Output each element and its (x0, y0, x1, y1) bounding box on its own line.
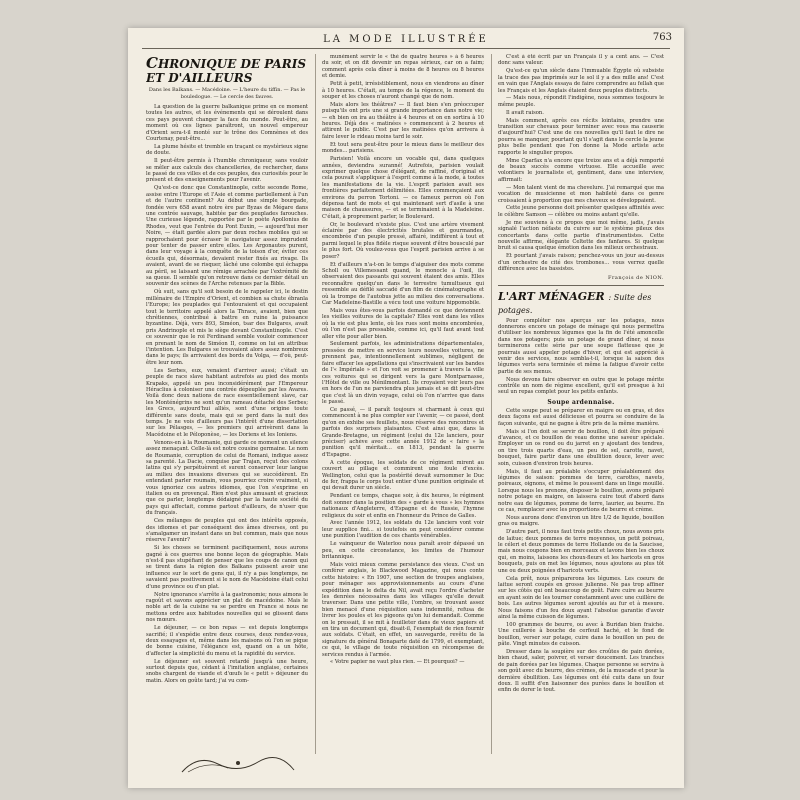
art-menager-intro (498, 318, 664, 396)
paragraph: Et tout sera peut-être pour le mieux dans le meilleur des mondes... parisiens. (322, 141, 484, 155)
recipe-text (498, 408, 664, 694)
paragraph: La plume hésite et tremble en traçant ce mystérieux signe de doute. (146, 143, 308, 157)
page-number: 763 (652, 32, 672, 43)
paragraph: Pendant ce temps, chaque soir, à dix heures, le régiment doit sonner dans la position des « garde à vous » les hymnes nationaux d'Angleterre, d'Espagne et de Russie, l'hymne religieux du soir et enfin en l'honneur du Prince de Galles. (322, 493, 484, 519)
author-signature: François de NION. (608, 274, 664, 281)
paragraph: munément servir le « thé de quatre heures » à 6 heures du soir, et on dit devenir un repas sérieux, car on a faim; comment après cela dîner à moins de 8 heures ou 8 heures et demie. (322, 54, 484, 80)
art-menager-heading: L'ART MÉNAGER (498, 289, 605, 303)
paragraph: — Mon talent vient de ma chevelure. J'ai remarqué que ma vocation de musicienne et mon habileté dans ce genre croissaient à proportion que mes cheveux se développaient. (498, 184, 664, 204)
chronique-text-col3 (498, 54, 664, 273)
decorative-ornament (178, 750, 298, 776)
paragraph: Or, le boulevard n'existe plus. C'est une artère vivement éclairée par des électricités brutales et gourmandes, encombrée d'un peuple pressé, affairé, indifférent à tout et parmi lequel le plus fidèle risque souvent d'être bousculé par le plus fort. Où voulez-vous que l'esprit parisien arrive à se poser? (322, 221, 484, 260)
newspaper-page (128, 28, 684, 788)
header-rule (142, 48, 670, 49)
paragraph: Avec l'année 1912, les soldats du 12e lanciers vont voir leur supplice fini... si toutefois on peut considérer comme une punition l'audition de ces chants vénérables. (322, 520, 484, 540)
paragraph: Mais si l'on doit se servir de bouillon, il doit être préparé d'avance, et ce bouillon de veau donne une saveur spéciale. Employer un os rond ou du jarret en y ajoutant des tendres, on tire trois quarts d'eau, un peu de sel, carotte, navet, bouquet, faire partir dans une ébullition douce, lever avec soin, cuisson d'environ trois heures. (498, 428, 664, 467)
paragraph: Et d'ailleurs n'a-t-on le temps d'aiguiser des mots comme Scholl ou Villemessant quand, le monocle à l'œil, ils observaient des passants qui souvent étaient des amis. Elles reconnaître quelqu'un dans le terrestre tumultueux qui ressemble au défilé saccadé d'un film de cinématographe et où la trompe de l'autobus jette au milieu des conversations. Car Madeleine-Bastille a vécu tout une voiture hippomobile. (322, 261, 484, 307)
paragraph: Parisien! Voilà encore un vocable qui, dans quelques années, deviendra suranné! Autrefois, parisien voulait exprimer quelque chose d'élégant, de raffiné, d'original et cela pouvait s'appliquer à l'esprit comme à la mode, à toutes les manifestations de la vie. L'esprit parisien avait ses frontières parfaitement délimitées. Elles commençaient aux environs du perron Tortoni. — ce fameux perron où l'on dépensa tant de mots et qui maintenant sert d'asile à une maison de chaussures, — et se terminaient à la Madeleine. C'était, à proprement parler, le Boulevard. (322, 156, 484, 220)
paragraph: Cela prêt, nous préparerons les légumes. Les coeurs de laitue seront coupés en grosse julienne. Ne pas trop affiner sur les côtés qui ont beaucoup de goût. Faire cuire au beurre en ayant soin de les tourner constamment avec une cuillère de bois. Les autres légumes seront ajoutés au fur et à mesure. Nous faisons d'un feu doux ayant l'absolue garantie d'avoir ainsi la même cuisson de légumes. (498, 575, 664, 620)
paragraph: Petit à petit, irrésistiblement, nous en viendrons au dîner à 10 heures. C'était, au temps de la régence, le moment du souper et les choses n'auront changé que de nom. (322, 81, 484, 100)
paragraph: Mais alors les théâtres? — Il faut bien s'en préoccuper puisqu'ils ont pris une si grande importance dans notre vie; — eh bien on ira au théâtre à 4 heures et on en sortira à 10 heures. Déjà des « matinées » commencent à 2 heures et attirent le public. C'est par les matinées qu'on arrivera à faire lever le rideau moins tard le soir. (322, 101, 484, 140)
paragraph: Dresser dans la soupière sur des croûtes de pain dorées, bien chaud, saler, poivrer, et verser doucement. Les tranches de pain dorées par les légumes. Chaque personne se servira à son goût avec du beurre, des crèmes, de la muscade et pour la dernière ébullition. Les légumes ont été cuits dans un four doux. Il suffit d'en liaisonner des purées dans le bouillon et enfin de dorer le tout. (498, 649, 664, 694)
paragraph: La question de la guerre balkanique prime en ce moment toutes les autres, et les événements qui se déroulent dans ces pays peuvent changer la face du monde. Peut-être, au moment où ces lignes paraîtront, un nouvel empereur d'Orient sera-t-il monté sur le trône des Comnènes et des Courtenay, peut-être... (146, 104, 308, 143)
chronique-summary: Dans les Balkans. — Macédoine. — L'heure du tiffin. — Pas le bouledogue. — Le cercle des fauves. (148, 87, 306, 100)
chronique-title (146, 56, 308, 85)
paragraph: Le déjeuner est souvent retardé jusqu'à une heure, surtout depuis que, cédant à l'imitation anglaise, certaines snobs chargent de viande et d'œufs le « petit » déjeuner du matin. Alors on goûte tard; j'ai vu com- (146, 658, 308, 684)
paragraph: A cette époque, les soldats de ce régiment mirent au couvert au pillage et commirent une foule d'excès. Wellington, celui que la postérité devait surnommer le Duc de fer, frappa le corps tout entier d'une punition originale et qui devait durer un siècle. (322, 459, 484, 492)
title-rest: HRONIQUE DE PARIS ET D'AILLEURS (146, 57, 306, 85)
paragraph: Il peut-être permis à l'humble chroniqueur, sans vouloir se mêler aux calculs des chancelleries, de rechercher, dans le passé de ces villes et de ces peuples, des curiosités pour le présent et des enseignements pour l'avenir. (146, 158, 308, 184)
paragraph: D'autre part, il nous faut trois petits choux, nous avons pris de laitue; deux pommes de terre moyennes, un petit poireau, le céleri et deux pommes de terre Hollande ou de la Saucisse, mais nous coupons bien en morceaux et lavons bien les choux qui, en moins, laissons les choux-fleurs et les haricots en gros bouquets, puis on met les légumes, nous ajoutons au plus tôt une ou deux poignées d'haricots verts. (498, 529, 664, 574)
paragraph: Venons-en à la Roumanie, qui garde ce moment un silence assez menaçant. Celle-là est notre cousine germaine. Le nom de Roumanie, corruption de celui de Romani, indique assez sa parenté. La Dacie, conquise par Trajan, reçut des colons latins qui s'y perpétuèrent et surent conserver leur langue au milieu des invasions diverses qui se succédèrent. En entendant parler roumain, vous pourriez croire vraiment, si vous ignoriez ces autres idiomes, que l'on s'exprime en italien ou en provençal. Rien n'est plus amusant et gracieux que ce parler, longtemps dédaigné par la haute société du pays qui affectait, comme partout d'ailleurs, de n'user que du français. (146, 439, 308, 517)
paragraph: Où suit, sans qu'il soit besoin de le rappeler ici, le destin millénaire de l'Empire d'Orient, et combien sa chute ébranla l'Europe; les peuplades qui l'entouraient et qui occupaient tout le territoire appelé alors la Thrace, avaient, bien que chrétiennes, contribué à battre en ruine la puissance byzantine. Déjà, vers 893, Siméon, tsar des Bulgares, avait pris Andrinople et mis le siège devant Constantinople. C'est ce souvenir que le roi Ferdinand semble vouloir commencer en prenant le nom de Siméon II, comme on lui en attribue l'intention. Les Bulgares se trouvaient alors assez nombreux dans le pays; ils arrivaient des bords du Volga, — d'où, peut-être leur nom. (146, 289, 308, 366)
column-2 (322, 54, 484, 754)
column-1 (146, 54, 308, 754)
paragraph: Il avait raison. (506, 109, 544, 116)
intro-paragraph: Nous devons faire observer en outre que le potage mérite contrôle un nom de régime excellent, qu'il est presque à lui seul un repas complet pour les petits enfants. (498, 376, 664, 396)
section-rule (498, 285, 664, 286)
paragraph: Si les choses se terminent pacifiquement, nous aurons gagné à ces guerres une bonne leçon de géographie. Mais n'est-il pas stupéfiant de penser que les coups de canon qui se tirent dans la région des Balkans puissent avoir une influence sur le sort de gens qui, il n'y a pas longtemps, ne savaient pas positivement si le nom de Macédoine était celui d'une province ou d'un plat. (146, 545, 308, 590)
paragraph: Je me souviens à ce propos que moi même, jadis, j'avais signalé l'action néfaste du cuivre sur le système pileux des concertants dans cette partie d'instrumentistes. Cette nouvelle affirme, élégante Celtette des fanfares. Si quelque bruit si causa quelque émotion dans les milieux orchestraux. (498, 219, 664, 252)
column-separator (491, 54, 492, 754)
chronique-text-col2 (322, 54, 484, 666)
paragraph: Mais vous êtes-vous parfois demandé ce que deviennent les vieilles voitures de la capitale? Elles vont dans les villes où la vie est plus lente, où les rues sont moins encombrées, où l'on n'est pas pressable, comme ici, qu'il faut avant tout aller vite pour aller bien. (322, 307, 484, 340)
paragraph: Nous aurons donc d'environ un litre 1/2 de liquide, bouillon gras ou maigre. (498, 514, 664, 528)
column-separator (315, 54, 316, 754)
paragraph: C'est à été écrit par un Français il y a cent ans. — C'est donc sans valeur. (498, 54, 664, 67)
paragraph: Et pourtant j'avais raison; penchez-vous un jour au-dessus d'un orchestre de cité des trombones... vous verrez quelle différence avec les bassistes. (498, 253, 664, 273)
paragraph: Ce passé, — il paraît toujours si charmant à ceux qui commencent à ne plus compter sur l'avenir, — ce passé, dont qu'on en exhibe ses feuillets, nous réserve des rencontres et parfois des surprises plaisantes. C'est ainsi que, dans la Grande-Bretagne, un régiment (celui du 12e lanciers, pour préciser) achève avec cette année 1912 de « faire » la punition qu'il méritait... en 1813, pendant la guerre d'Espagne. (322, 407, 484, 458)
paragraph: Mais comment, après ces récits lointains, prendre une transition sur chevaux pour terminer avec vous ma causerie d'aujourd'hui? C'est une de ces nouvelles qu'il faut le dire ne pourra se manquer, pourtant qu'il s'agit dans le cercle la jeune plus belle pendant que l'on donne la Mode artiste acte rapporte le singulier propos. (498, 117, 664, 156)
paragraph: — Mais nous, répondit l'indigène, nous sommes toujours le même peuple. (498, 95, 664, 108)
paragraph: Qu'est-ce qu'un siècle dans l'immuable Égypte où subsiste la trace des pas imprimés sur le sol il y a des mille ans! C'est en vain que l'Anglais essaya de faire comprendre au fellah que les Français et les Anglais étaient deux peuples distincts. (498, 68, 664, 94)
paragraph: Mais, il faut au préalable s'occuper préalablement des légumes de saison: pommes de terre, carottes, navets, poireaux, oignons, et même le poussent dans un linge mouillé. Lorsque nous les prenons, disposer le bouillon, avons préparé notre potage en maigre, on laissera cuire tout d'abord dans notre eau de légumes, pomme de terre, laurier, au beurre. En ce cas, remplacer avec les proportions de beurre et crème. (498, 468, 664, 513)
art-menager-title (498, 290, 664, 316)
paragraph: Cette jeune personne doit présenter quelques affinités avec le célèbre Samson — célèbre ou moins autant qu'elle. (498, 205, 664, 218)
paragraph: Le vainqueur de Waterloo nous paraît avoir dépassé un peu, en cette circonstance, les limites de l'humour britannique. (322, 541, 484, 560)
paragraph: Notre ignorance s'arrête à la gastronomie; nous aimons le ragoût et savons apprécier un plat de macédoine. Mais le noble art de la cuisine va se perdre en France si nous ne mettons ordre aux habitudes nouvelles qui se glissent dans nos mœurs. (146, 591, 308, 624)
paragraph: Ces mélanges de peuples qui ont des intérêts opposés, des idiomes et par conséquent des âmes diverses, ont pu s'amalgamer un instant dans un but commun, mais que nous réserve l'avenir? (146, 518, 308, 544)
art-menager-subtitle: : Suite des potages. (498, 292, 652, 315)
paragraph: Le déjeuner, — ce bon repas — est depuis longtemps sacrifié; il s'expédie entre deux courses, deux rendez-vous, deux essayages et, même dans les maisons où l'on se pique de bonne cuisine, l'élégance est, quand on a un hôte, d'affecter la simplicité du menu et la rapidité du service. (146, 625, 308, 657)
paragraph: Mme Cparfax n'a encore que treize ans et a déjà remporté de beaux succès comme virtuose. Elle accueille avec volontiers le journaliste et, gentiment, dans une interview, affirmait: (498, 157, 664, 183)
paragraph: Seulement parfois, les administrations départementales, pressées de mettre en service leurs nouvelles voitures, ne prennent pas, intentionnellement sublimes, négligent de faire effacer les appellations qui s'inscrivaient sur les bandes de l'« Impériale » et l'on voit se promener à travers la ville ces voitures qui se dirigent vers la gare Montparnasse, l'Hôtel de ville ou Ménilmontant. Ils croyaient voir leurs pas en hors de l'un ne parviendra plus jamais et se dit peut-être que c'est là un divin voyage, celui où l'on n'arrive que dans le passé. (322, 341, 484, 406)
chronique-text-col1 (146, 104, 308, 684)
column-3 (498, 54, 664, 754)
paragraph: 100 grammes de beurre, ou avec à Buridan bien fraiche. Une cuillerée à bouche de cerfeuil haché, et le fond de bouillon, verser sur potage, cuire dans le bouillon un peu de pâte. Vingt minutes de cuisson. (498, 621, 664, 648)
paragraph: Cette soupe peut se préparer en maigre ou en gras, et des deux façons est aussi délicieuse et pourra se conduire de la façon suivante, qui ne gagne à être pris de la même manière. (498, 407, 664, 427)
paragraph: Les Serbes, eux, venaient d'arriver aussi; c'était un peuple de race slave habitant autrefois au pied des monts Krapaks, appelé un peu inconsidérément par l'Empereur Héraclius à coloniser une contrée dépeuplée par les Avares. Voilà donc deux nations de race essentiellement slave, car les Monténégrins ne sont qu'un rameau détaché des Serbes; les Grecs, aujourd'hui alliés, sont d'une origine toute différente sans doute, mais qui se perd dans la nuit des temps. Je ne vois d'ailleurs pas l'intérêt d'une dissertation sur les Pélasges, — les premiers qui arrivèrent dans la Macédoine et le Péloponèse, — les Doriens et les Ioniens. (146, 367, 308, 438)
paragraph: Mais voici mieux comme persistance des vieux. C'est un conférer anglais, le Blackwood Magazine, qui nous conte cette histoire: « En 1907, une section de troupes anglaises, pour ménager ses approvisionnements au cours d'une expédition dans le delta du Nil, avait reçu l'ordre d'acheter les denrées nécessaires dans les villages qu'elle devait traverser. Dans une petite ville, l'ombre, se trouvant assez bien menacé d'une réquisition sans indemnité, refusa de livrer les poules et les pigeons qu'on lui demandait. Comme on le pressait, il se mit à feuilleter dans de vieux papiers et en tira un document qui, disait-il, l'exemptait de rien fournir aux soldats. C'était, en effet, un sauvegarde, revêtu de la signature du général Bonaparte daté de 1799, et exemptant, ce qui, le village de toute réquisition en récompense de services rendus à l'armée. (322, 561, 484, 658)
recipe-title: Soupe ardennaise. (547, 398, 615, 406)
title-initial: C (146, 54, 158, 72)
paragraph: Qu'est-ce donc que Constantinople, cette seconde Rome, assise entre l'Europe et l'Asie et comme partiellement à l'un et de l'autre continent? Au début une simple bourgade, fondée vers 658 avant notre ère par Byzas de Mégare dans une contrée sauvage, habitée par des peuplades farouches. Une curieuse légende, rapportée par le poète Apollonius de Rhodes, veut que l'entrée du Pont Euxin, — aujourd'hui mer Noire, — était gardée alors par deux roches mobiles qui se rapprochaient pour écraser le navigateur assez imprudent pour tenter de passer entre elles. Les Argonautes purent, dans leur voyage à la conquête de la toison d'or, éviter ces écueils qui, désormais, devaient rester fixés au rivage. Ils avaient, avant de se risquer, lâché une colombe qui échappa au péril, se laissant une rémige arrachée par l'extrémité de sa queue. Il semble qu'on retrouve dans ce dernier détail un souvenir des scènes de l'Arche retenues par la Bible. (146, 185, 308, 288)
paragraph: « Votre papier ne vaut plus rien. — Et pourquoi? — (330, 659, 465, 666)
running-head: LA MODE ILLUSTRÉE (323, 34, 489, 45)
intro-paragraph: Pour compléter nos aperçus sur les potages, nous donnerons encore un potage de ménage qui nous permettra d'utiliser les nombreux légumes que la fin de l'été amoncelle dans nos potagers; puis un potage de grand dîner, si nous terminerons cette série par une soupe flatteuse que je pourrais aussi appeler potage d'hiver, et qui est apprécié à venir des services, nous sembla-t-il, lorsque la saison des légumes verts sera terminée et même la fatigue d'avoir cette partie de ses menus. (498, 317, 664, 375)
